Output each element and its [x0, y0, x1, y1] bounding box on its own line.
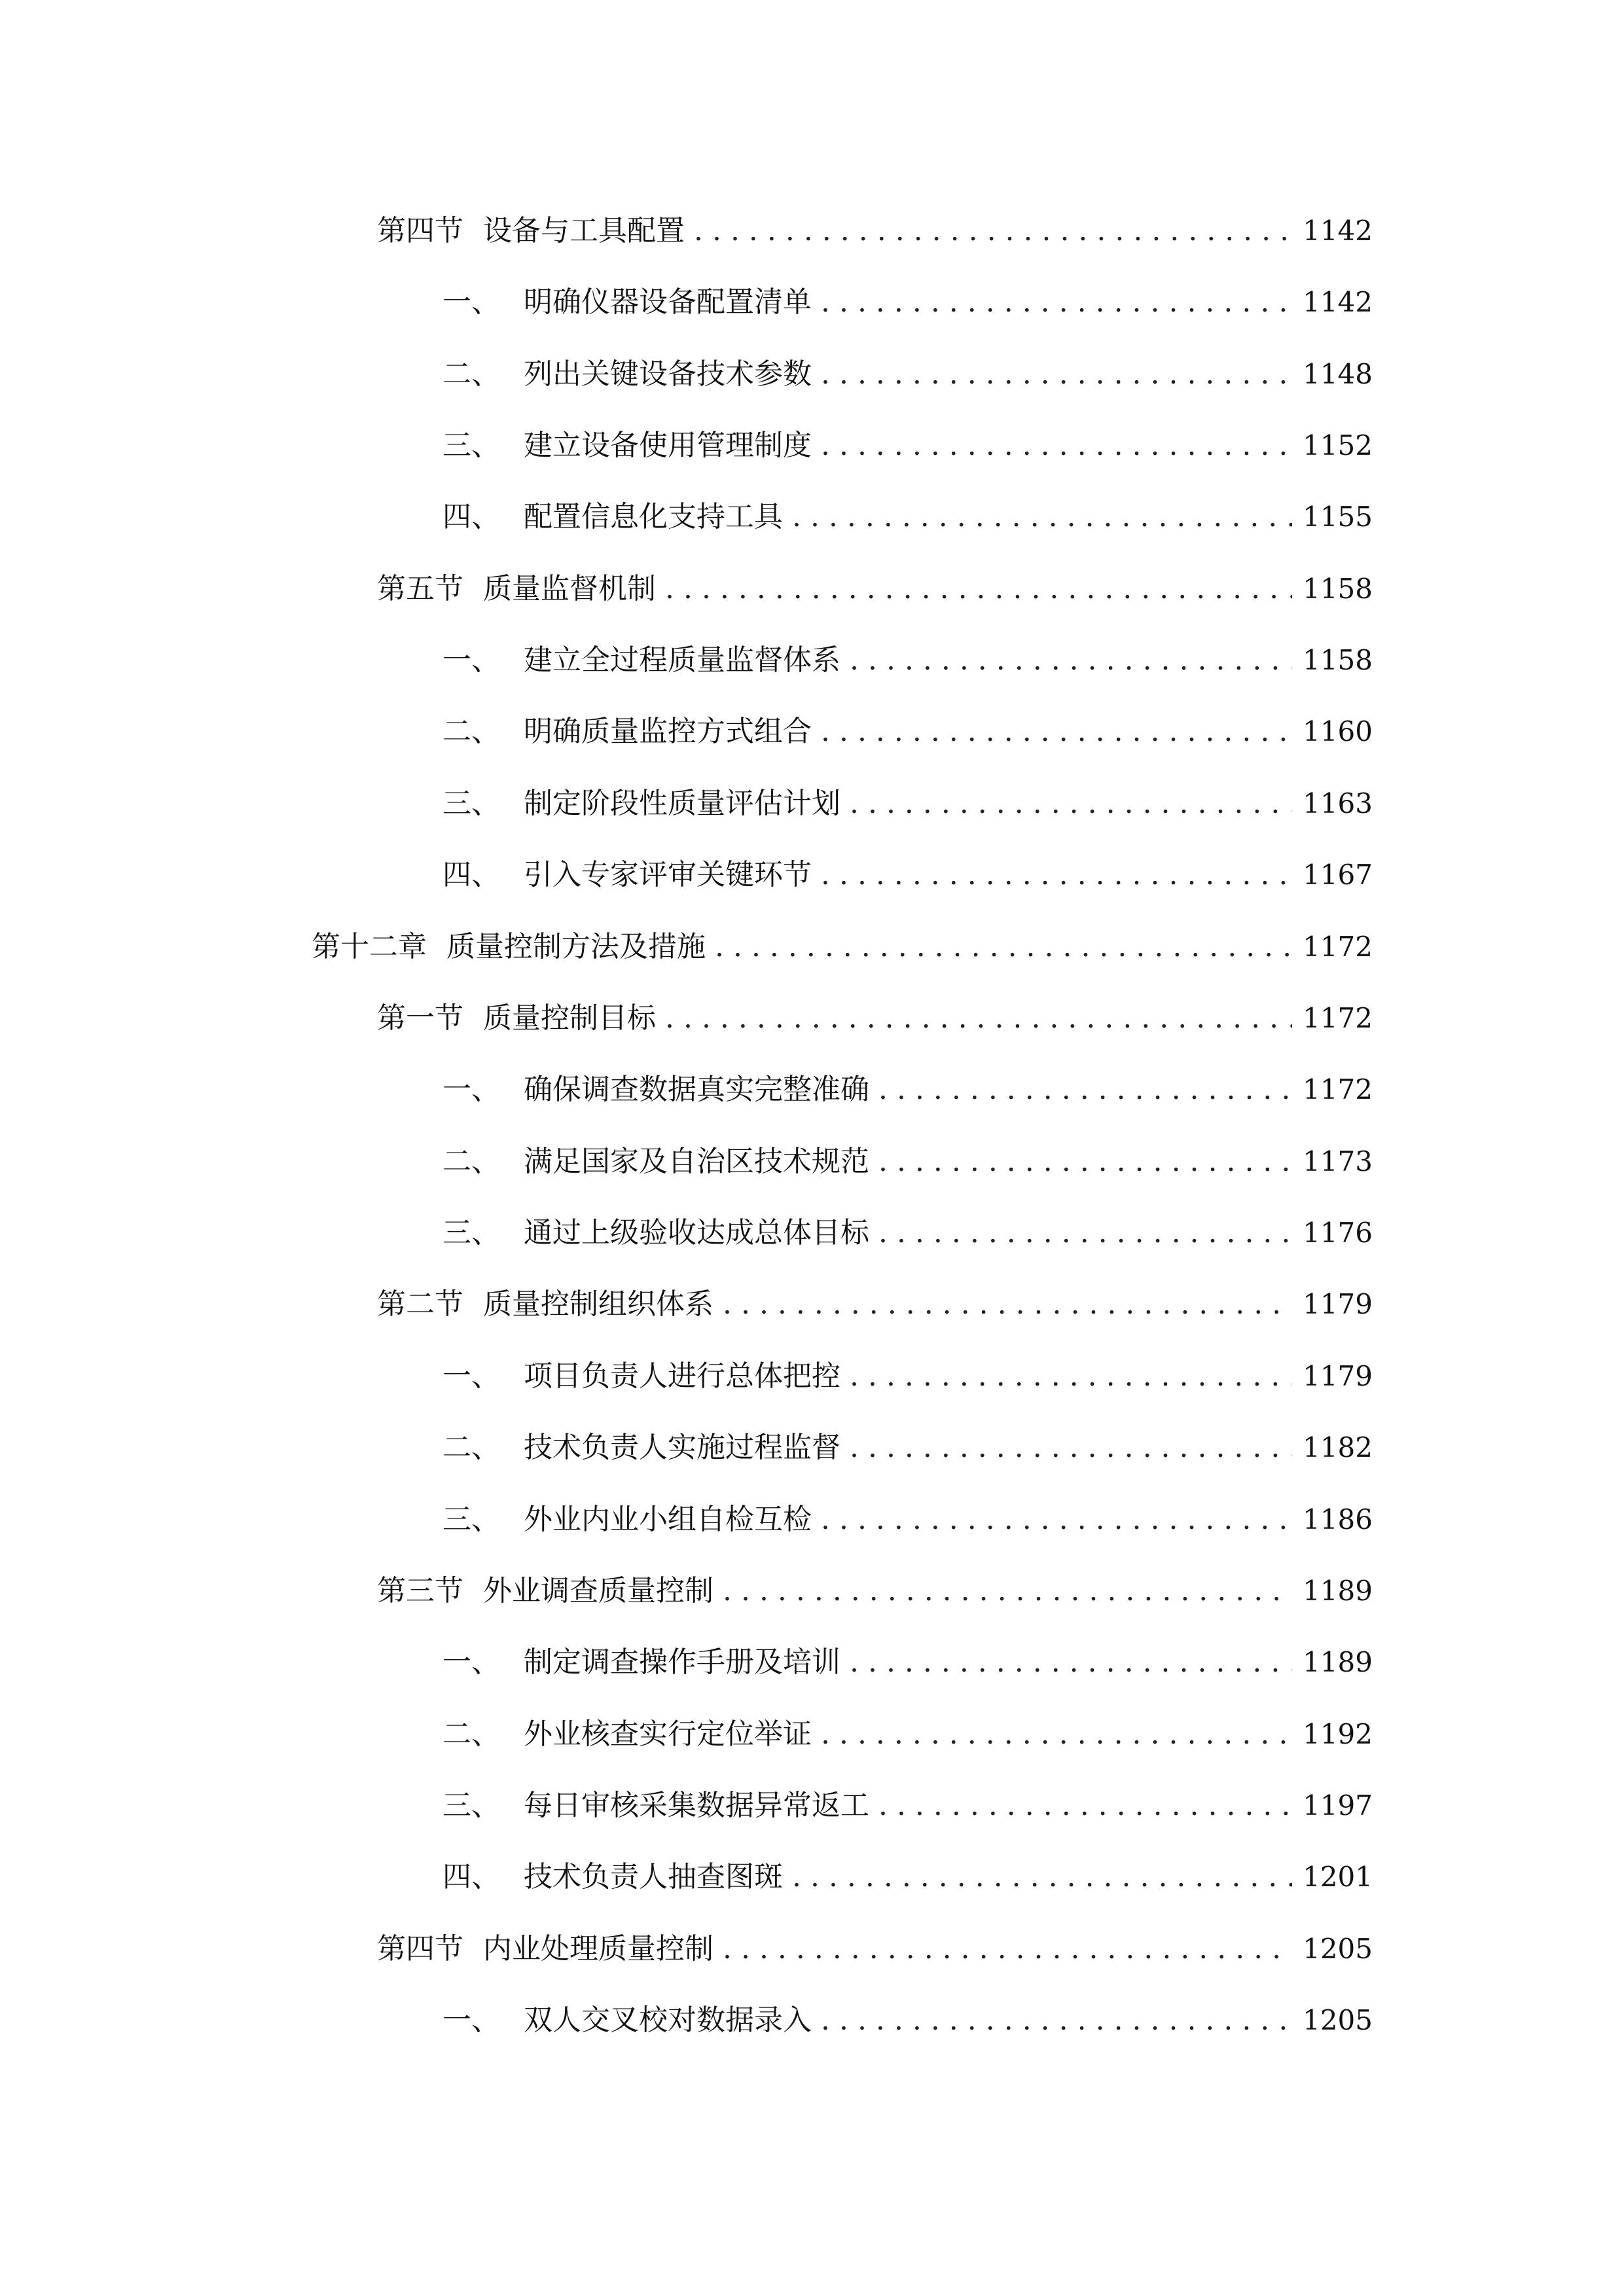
toc-entry-item[interactable]: [442, 1636, 1373, 1689]
entry-title: 明确质量监控方式组合: [524, 715, 812, 748]
toc-entry-item[interactable]: [442, 348, 1373, 401]
entry-number: 三、: [442, 1789, 500, 1822]
dot-leader: [665, 563, 1292, 615]
entry-page-number: 1152: [1303, 429, 1373, 461]
entry-page-number: 1186: [1303, 1503, 1373, 1535]
entry-number: 四、: [442, 858, 500, 891]
entry-number: 第四节: [377, 214, 463, 247]
entry-title: 明确仪器设备配置清单: [524, 285, 812, 319]
toc-entry-item[interactable]: [442, 276, 1373, 329]
entry-title: 设备与工具配置: [483, 214, 685, 247]
toc-entry-item[interactable]: [442, 849, 1373, 901]
entry-title: 列出关键设备技术参数: [524, 357, 812, 391]
dot-leader: [878, 1064, 1292, 1116]
entry-number: 第四节: [377, 1932, 463, 1965]
toc-entry-item[interactable]: [442, 420, 1373, 472]
entry-title: 制定阶段性质量评估计划: [524, 787, 840, 820]
toc-entry-section[interactable]: [377, 563, 1373, 615]
entry-page-number: 1192: [1303, 1718, 1373, 1750]
entry-number: 二、: [442, 1717, 500, 1751]
entry-number: 第十二章: [312, 930, 427, 963]
entry-number: 二、: [442, 357, 500, 391]
entry-page-number: 1142: [1303, 215, 1373, 247]
entry-page-number: 1172: [1303, 931, 1373, 963]
entry-number: 第一节: [377, 1001, 463, 1035]
dot-leader: [792, 491, 1292, 543]
dot-leader: [850, 1350, 1292, 1403]
entry-page-number: 1205: [1303, 2004, 1373, 2036]
dot-leader: [821, 849, 1292, 901]
entry-number: 第五节: [377, 572, 463, 605]
toc-entry-item[interactable]: [442, 1064, 1373, 1116]
entry-page-number: 1179: [1303, 1288, 1373, 1320]
entry-title: 通过上级验收达成总体目标: [524, 1216, 869, 1249]
dot-leader: [821, 1994, 1292, 2047]
toc-entry-section[interactable]: [377, 205, 1373, 257]
toc-entry-item[interactable]: [442, 1207, 1373, 1259]
entry-title: 外业调查质量控制: [483, 1574, 713, 1607]
dot-leader: [821, 348, 1292, 401]
entry-title: 满足国家及自治区技术规范: [524, 1145, 869, 1178]
toc-entry-item[interactable]: [442, 1994, 1373, 2047]
entry-page-number: 1189: [1303, 1575, 1373, 1607]
dot-leader: [850, 778, 1292, 830]
dot-leader: [821, 420, 1292, 472]
entry-page-number: 1179: [1303, 1360, 1373, 1392]
dot-leader: [850, 1422, 1292, 1474]
toc-entry-item[interactable]: [442, 1422, 1373, 1474]
toc-entry-item[interactable]: [442, 1708, 1373, 1761]
entry-number: 第二节: [377, 1287, 463, 1321]
entry-title: 质量控制方法及措施: [446, 930, 706, 963]
entry-title: 确保调查数据真实完整准确: [524, 1073, 869, 1106]
dot-leader: [665, 992, 1292, 1045]
entry-number: 四、: [442, 500, 500, 533]
toc-entry-item[interactable]: [442, 1851, 1373, 1903]
dot-leader: [821, 706, 1292, 758]
entry-number: 第三节: [377, 1574, 463, 1607]
toc-entry-item[interactable]: [442, 706, 1373, 758]
entry-number: 一、: [442, 2003, 500, 2037]
toc-entry-section[interactable]: [377, 1565, 1373, 1617]
entry-page-number: 1182: [1303, 1431, 1373, 1463]
dot-leader: [878, 1780, 1292, 1832]
entry-page-number: 1201: [1303, 1861, 1373, 1893]
entry-number: 一、: [442, 1645, 500, 1679]
toc-entry-item[interactable]: [442, 634, 1373, 687]
entry-number: 二、: [442, 1431, 500, 1464]
toc-entry-chapter[interactable]: [312, 921, 1373, 973]
entry-page-number: 1148: [1303, 358, 1373, 390]
entry-page-number: 1158: [1303, 573, 1373, 605]
entry-title: 质量控制组织体系: [483, 1287, 713, 1321]
entry-title: 引入专家评审关键环节: [524, 858, 812, 891]
toc-entry-item[interactable]: [442, 1350, 1373, 1403]
entry-page-number: 1173: [1303, 1145, 1373, 1177]
dot-leader: [821, 1494, 1292, 1546]
entry-page-number: 1189: [1303, 1646, 1373, 1678]
entry-page-number: 1160: [1303, 715, 1373, 747]
entry-title: 每日审核采集数据异常返工: [524, 1789, 869, 1822]
entry-title: 建立全过程质量监督体系: [524, 643, 840, 677]
dot-leader: [715, 921, 1292, 973]
entry-title: 外业内业小组自检互检: [524, 1503, 812, 1536]
entry-title: 技术负责人实施过程监督: [524, 1431, 840, 1464]
toc-entry-section[interactable]: [377, 992, 1373, 1045]
entry-title: 双人交叉校对数据录入: [524, 2003, 812, 2037]
entry-number: 三、: [442, 429, 500, 462]
entry-page-number: 1167: [1303, 859, 1373, 891]
entry-title: 内业处理质量控制: [483, 1932, 713, 1965]
dot-leader: [723, 1278, 1292, 1331]
entry-title: 项目负责人进行总体把控: [524, 1359, 840, 1393]
entry-number: 四、: [442, 1860, 500, 1893]
entry-title: 外业核查实行定位举证: [524, 1717, 812, 1751]
entry-title: 配置信息化支持工具: [524, 500, 783, 533]
entry-number: 二、: [442, 1145, 500, 1178]
entry-title: 制定调查操作手册及培训: [524, 1645, 840, 1679]
entry-page-number: 1205: [1303, 1933, 1373, 1965]
entry-number: 一、: [442, 1359, 500, 1393]
toc-entry-item[interactable]: [442, 778, 1373, 830]
entry-number: 二、: [442, 715, 500, 748]
entry-number: 一、: [442, 285, 500, 319]
entry-page-number: 1158: [1303, 644, 1373, 676]
entry-page-number: 1155: [1303, 501, 1373, 533]
entry-page-number: 1163: [1303, 787, 1373, 819]
entry-title: 建立设备使用管理制度: [524, 429, 812, 462]
dot-leader: [850, 1636, 1292, 1689]
dot-leader: [878, 1207, 1292, 1259]
entry-title: 质量控制目标: [483, 1001, 656, 1035]
toc-entry-item[interactable]: [442, 1136, 1373, 1188]
entry-page-number: 1197: [1303, 1789, 1373, 1821]
entry-number: 三、: [442, 787, 500, 820]
entry-title: 技术负责人抽查图斑: [524, 1860, 783, 1893]
toc-entry-item[interactable]: [442, 491, 1373, 543]
entry-page-number: 1172: [1303, 1073, 1373, 1105]
toc-entry-section[interactable]: [377, 1923, 1373, 1975]
entry-title: 质量监督机制: [483, 572, 656, 605]
toc-entry-section[interactable]: [377, 1278, 1373, 1331]
dot-leader: [821, 1708, 1292, 1761]
entry-number: 三、: [442, 1503, 500, 1536]
dot-leader: [878, 1136, 1292, 1188]
entry-page-number: 1176: [1303, 1217, 1373, 1249]
dot-leader: [850, 634, 1292, 687]
dot-leader: [694, 205, 1292, 257]
entry-number: 一、: [442, 643, 500, 677]
entry-number: 一、: [442, 1073, 500, 1106]
dot-leader: [792, 1851, 1292, 1903]
toc-entry-item[interactable]: [442, 1494, 1373, 1546]
dot-leader: [821, 276, 1292, 329]
entry-page-number: 1142: [1303, 286, 1373, 318]
toc-entry-item[interactable]: [442, 1780, 1373, 1832]
dot-leader: [723, 1565, 1292, 1617]
entry-number: 三、: [442, 1216, 500, 1249]
entry-page-number: 1172: [1303, 1002, 1373, 1034]
dot-leader: [723, 1923, 1292, 1975]
